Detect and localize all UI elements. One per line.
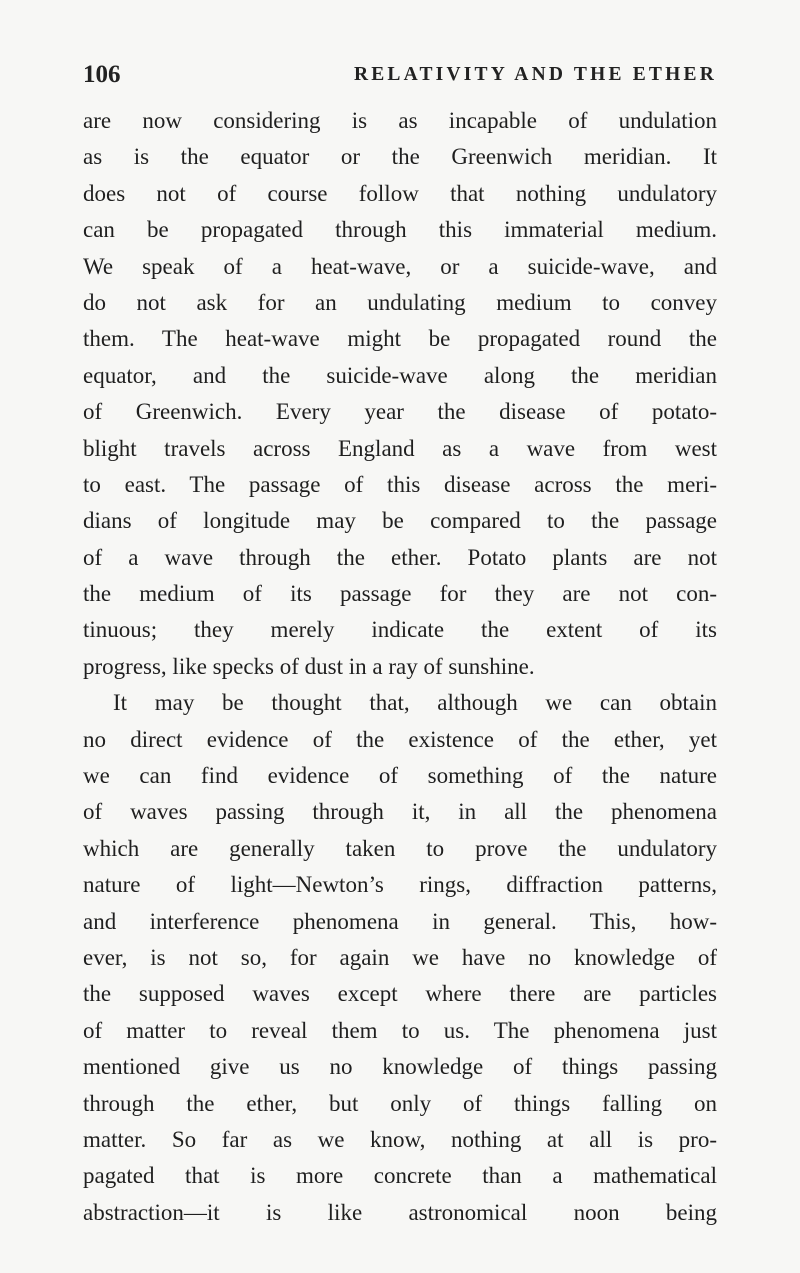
- page-header: [83, 58, 717, 92]
- text-line: We speak of a heat-wave, or a suicide-wave, and: [83, 253, 717, 279]
- running-head: RELATIVITY AND THE ETHER: [353, 64, 717, 85]
- text-line: nature of light—Newton’s rings, diffraction patterns,: [83, 872, 717, 898]
- text-line: ever, is not so, for again we have no knowledge of: [83, 944, 717, 970]
- text-line: blight travels across England as a wave from west: [83, 435, 717, 461]
- text-line: to east. The passage of this disease across the meri-: [83, 471, 717, 497]
- text-line: pagated that is more concrete than a mathematical: [83, 1163, 717, 1189]
- text-line: equator, and the suicide-wave along the meridian: [83, 362, 717, 388]
- text-line: does not of course follow that nothing undulatory: [83, 180, 717, 206]
- body-text: [83, 103, 717, 1231]
- text-line: are now considering is as incapable of undulation: [83, 108, 717, 133]
- text-line: no direct evidence of the existence of the ether, yet: [83, 726, 717, 752]
- text-line: the medium of its passage for they are not con-: [83, 581, 717, 607]
- text-line: tinuous; they merely indicate the extent of its: [83, 617, 717, 643]
- text-line: which are generally taken to prove the undulatory: [83, 835, 717, 861]
- text-line: of waves passing through it, in all the phenomena: [83, 799, 717, 825]
- paragraph-1: [83, 103, 717, 685]
- text-line: of a wave through the ether. Potato plants are not: [83, 544, 717, 570]
- page-number: 106: [83, 61, 121, 88]
- text-line: can be propagated through this immaterial medium.: [83, 217, 717, 243]
- text-line: of Greenwich. Every year the disease of potato-: [83, 399, 717, 425]
- text-line: abstraction—it is like astronomical noon being: [83, 1199, 717, 1225]
- text-line: the supposed waves except where there are particles: [83, 981, 717, 1007]
- text-line: matter. So far as we know, nothing at all is pro-: [83, 1126, 717, 1152]
- text-line: do not ask for an undulating medium to convey: [83, 289, 717, 315]
- text-line: them. The heat-wave might be propagated round the: [83, 326, 717, 352]
- text-line: and interference phenomena in general. This, how-: [83, 908, 717, 934]
- text-line: mentioned give us no knowledge of things passing: [83, 1054, 717, 1080]
- text-line: as is the equator or the Greenwich meridian. It: [83, 144, 717, 170]
- text-line: It may be thought that, although we can obtain: [113, 690, 717, 716]
- text-line: of matter to reveal them to us. The phenomena just: [83, 1017, 717, 1043]
- paragraph-2: [83, 685, 717, 1231]
- text-line: progress, like specks of dust in a ray of sunshine.: [83, 653, 535, 679]
- text-line: we can find evidence of something of the nature: [83, 763, 717, 789]
- text-line: through the ether, but only of things falling on: [83, 1090, 717, 1116]
- text-line: dians of longitude may be compared to the passage: [83, 508, 717, 534]
